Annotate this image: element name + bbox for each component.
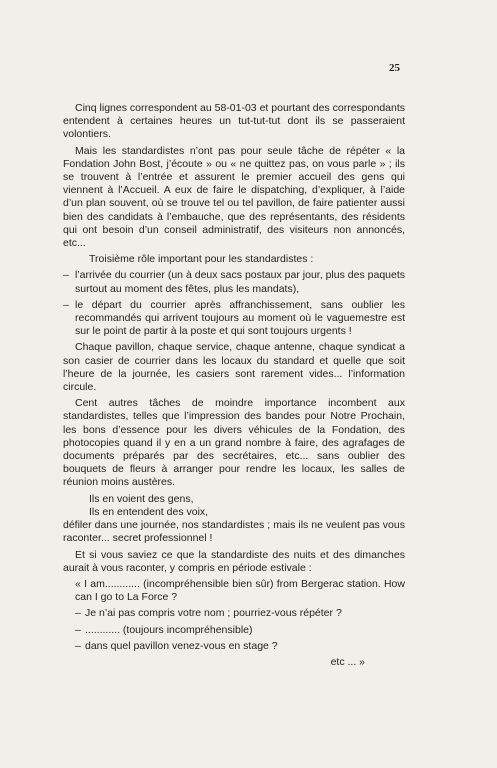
paragraph: Cent autres tâches de moindre importance incombent aux standardistes, telles que l’impression des bandes pour Notre Prochain, les bons d’essence pour les divers véhicules de la Fondation, des photocopies quand il y en a un grand nombre à faire, des agrafages de documents préparés par des secrétaires, etc... sans oublier des bouquets de fleurs à arranger pour rendre les locaux, les salles de réunion moins austères. xyxy=(63,397,405,489)
quote-dash: – ............ (toujours incompréhensible) xyxy=(63,624,405,637)
paragraph: Et si vous saviez ce que la standardiste des nuits et des dimanches aurait à vous raconter, y compris en période estivale : xyxy=(63,548,405,574)
page-number: 25 xyxy=(389,62,400,74)
verse-line: Ils en voient des gens, xyxy=(89,492,194,505)
quote-dash: – Je n’ai pas compris votre nom ; pourriez-vous répéter ? xyxy=(63,607,405,620)
body-text xyxy=(63,102,405,669)
quote-dash: – dans quel pavillon venez-vous en stage ? xyxy=(63,640,405,653)
paragraph: Mais les standardistes n’ont pas pour seule tâche de répéter « la Fondation John Bost, j’écoute » ou « ne quittez pas, on vous parle » ; ils se trouvent à l’entrée et assurent le premier accueil des gens qui viennent à l’Accueil. A eux de faire le dispatching, d’expliquer, à l’aide d’un plan souvent, où se trouve tel ou tel pavillon, de faire patienter aussi bien des candidats à l’embauche, que des représentants, des résidents qui ont besoin d’un conseil administratif, des visiteurs non annoncés, etc... xyxy=(63,144,405,250)
dash-item: – le départ du courrier après affranchissement, sans oublier les recommandés qui arrivent toujours au moment où le vaguemestre est sur le point de partir à la poste et qui sont toujours urgents ! xyxy=(63,299,405,339)
paragraph: Chaque pavillon, chaque service, chaque antenne, chaque syndicat a son casier de courrier dans les locaux du standard et quelle que soit l’heure de la journée, les casiers sont rarement vides... l’information circule. xyxy=(63,341,405,394)
dash-item: – l’arrivée du courrier (un à deux sacs postaux par jour, plus des paquets surtout au moment des fêtes, plus les mandats), xyxy=(63,269,405,295)
paragraph: Troisième rôle important pour les standardistes : xyxy=(89,253,314,266)
paragraph: Cinq lignes correspondent au 58-01-03 et pourtant des correspondants entendent à certaines heures un tut-tut-tut dont ils se passeraient volontiers. xyxy=(63,102,405,141)
quote-first-line: « I am............ (incompréhensible bien sûr) from Bergerac station. How can I go to La Force ? xyxy=(75,577,405,604)
verse-continuation: défiler dans une journée, nos standardistes ; mais ils ne veulent pas vous raconter... secret professionnel ! xyxy=(63,519,405,545)
verse-line: Ils en entendent des voix, xyxy=(89,505,209,518)
closing-text: etc ... » xyxy=(330,655,365,668)
